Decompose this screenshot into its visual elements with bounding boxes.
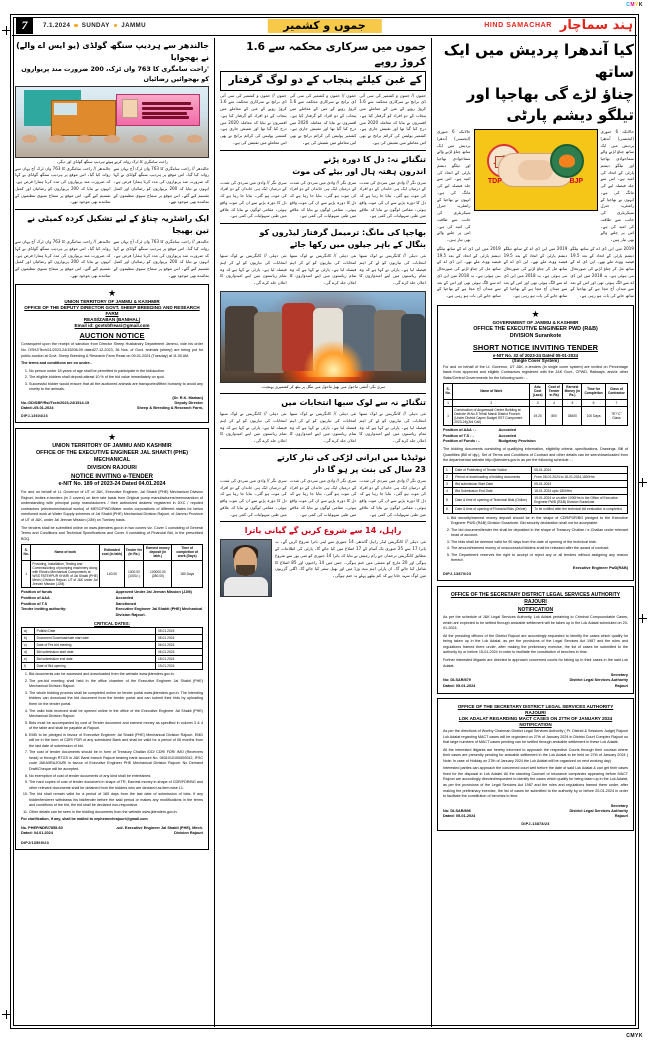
etender-work-table: [21, 544, 203, 588]
etender-note: 2. The pre-bid meeting shall held in the office chamber of the Executive Engineer Jal Shakti (PHE) Mechanical Division Rajouri.: [29, 679, 203, 690]
separator-dot-icon: [114, 24, 118, 28]
col2-body-3a: نئی دہلی // کانگریس نے لوک سبھا انتخابات کی تیاریوں کو لے کر اہم فیصلہ لیا ہے۔ پارٹی نے کہا ہے کہ وہ تمام ریاستوں میں اپنے امیدواروں کا اعلان جلد کرے گی۔: [220, 253, 287, 286]
td: 4: [545, 399, 562, 406]
td: 1: [444, 406, 453, 425]
snit-dipk: DIPJ-13870/23: [443, 572, 472, 577]
td: 05.01.2024: [155, 627, 202, 634]
th: Tender fee (in Rs.): [124, 545, 143, 560]
paper-name-urdu: ہند سماچار: [559, 18, 633, 33]
news-photo-bonfire: [220, 291, 426, 383]
legal1-title-2: RAJOURI: [524, 599, 547, 606]
td: 100 Days: [582, 406, 605, 425]
col3-body-1a: حالانکہ 6 جنوری (ایجنسی) آندھرا پردیش میں ایک ساتھ چناؤ لڑنے والے سماجوادی بھاجپا اور تیلگو دیشم پارٹی کے اتحاد کی امید ہے۔ اس سے جلد فیصلہ لیے کی مانگ کی ہے۔ انہوں نے بھاجپا کے راشٹریہ جنرل سیکریٹری کی جانب سے طاقت کی امید کی ہے۔ اس پر چلنے والے بھی تیار ہیں۔: [437, 129, 471, 242]
td: e): [22, 656, 35, 663]
col2-photo-caption: سری نگر: آتشی ماحول میں بھیڑ ماحول میں تنگل پر بیٹھ کر کشمیری پہنچت۔: [260, 383, 386, 389]
td: Providing, Installation, Testing and Commissioning of pumping machinery along with Electro-Mechanical Components at WSS FATEHPUR KHARI of Jal Shakti (PHE) Mech.) Division Rajouri, UT of J&K under Jal Jeevan Mission (JJM).: [32, 561, 98, 587]
th: Name of work: [31, 545, 100, 560]
paper-name-english: HIND SAMACHAR: [484, 22, 552, 29]
col1-headline-3: ایک راشٹریہ چناؤ کے لیے تشکیل کردہ کمیٹی نے تین بھیجا: [27, 214, 209, 236]
etender-line2: OFFICE OF THE EXECUTIVE ENGINEER JAL SHAKTI (PHE) MECHANICAL: [35, 450, 189, 464]
v: Accorded: [498, 428, 517, 433]
auction-title: AUCTION NOTICE: [79, 331, 145, 341]
col3-body-2b: 2019 میں این ڈی اے کے ساتھ تیلگو دیشم پارٹی کے اتحاد کے بعد 19.5 فیصد ووٹ ملے تھے۔ این ڈی اے کے ساتھ مل کر چناؤ لڑنے کی صورتحال بنی ہوئی ہے۔ یہ 2018 میں این ڈی اے سے الگ ہوئی تھی اور اس کے بعد سے میدان آج مچا ہے کے بھاجپا کے ساتھ جانے کی بات ہو رہی ہے۔: [503, 245, 568, 298]
td: 05-01-2024: [532, 466, 628, 473]
snit-note: 3. The bids shall be deemed valid for 90 days from the date of opening of the technical bids.: [451, 540, 628, 546]
national-emblem-icon: ★: [107, 287, 117, 298]
td: 2: [453, 399, 530, 406]
legal1-signatory-place: Rajouri: [614, 683, 628, 688]
td: f): [22, 663, 35, 670]
etender-line3: DIVISION RAJOURI: [87, 464, 137, 471]
masthead-right: [484, 18, 637, 33]
date-text: 7.1.2024: [43, 22, 71, 29]
col2-body-4b: نئی دہلی // کانگریس نے لوک سبھا انتخابات کی تیاریوں کو لے کر اہم فیصلہ لیا ہے۔ پارٹی نے کہا ہے کہ وہ تمام ریاستوں میں اپنے امیدواروں کا اعلان جلد کرے گی۔: [289, 411, 357, 444]
legal1-para-2: All the presiding officers of the District Rajouri are accordingly requested to identify the cases which qualify for being taken up in the Lok Adalat, as per the provisions of the Legal Services Act 1987 and the rules and regulations framed there under, after making the preliminary exercise, the list of cases be submitted to the authority by or before 15-01-2024 in order to facilitate the constitution of benches in time.: [443, 633, 628, 655]
col2-body-1c: جموں // جموں و کشمیر کی سی آئی ڈی برانچ نے سرکاری محکمہ سے 1.6 کروڑ روپے کے غبن کے معاملے میں پنجاب کے دو افراد کو گرفتار کیا ہے۔ افسروں نے بتایا کہ معاملہ 2020 میں درج کیا گیا تھا اور تفتیش جاری ہے۔ کشمیر پولیس کی کرائم برانچ نے بھی اس معاملے میں تفتیش کی ہے۔: [359, 92, 427, 145]
k: Tender inviting authority:: [21, 607, 67, 612]
registration-mark-right-lower: [638, 614, 647, 623]
etender-dipk: DIPJ/13569/23: [21, 840, 49, 845]
col1-body-2b: جالندھر // راحت سامگری کا 763 واں ٹرک آج یہاں سے روانہ کیا گیا۔ اس موقع پر ہردیپ سنگھ گولڈی نے کہا کہ ضرورت مند پریواروں کی مدد کرنا ہمارا فرض ہے۔ انہوں نے بتایا کہ 200 پریواروں کو رضائیاں اور کمبل تقسیم کیے گئے۔ اس موقع پر سماج سیوی تنظیموں کے نمائندے بھی موجود تھے۔: [113, 239, 209, 278]
centre-plate-urdu: جموں و کشمیر: [283, 19, 366, 32]
snit-note: 1. Bid security/earnest money deposit should be in the shape of CDR/FDR/BG pledged to the Executive Engineer PWD (R&B) Division Surankote. Bid security declaration shall not be acceptable.: [451, 516, 628, 527]
table-row: [22, 648, 203, 655]
td: 06.01.2024: [155, 648, 202, 655]
td: 19.20: [530, 406, 545, 425]
k: Position of T.S : -: [443, 433, 474, 438]
legal2-para-1: As per the directions of Worthy Chairman District Legal Services Authority ( Pr. District & Sessions Judge) Rajouri Lok Adalat regarding MACT cases will be organized on 27th of January 2024 in District Court Complex Rajouri so that large numbers of MACT cases pending can be settled through amicable settlement in these Lok Adalat.: [443, 729, 628, 745]
table-row: [444, 466, 628, 473]
v: Executive Engineer Jal Shakti (PHE) Mechanical Division Rajouri.: [115, 607, 203, 617]
bjp-lotus-logo-icon: [550, 144, 584, 178]
td: Bid submission Start Date: [453, 480, 532, 487]
th: S. No.: [22, 545, 31, 560]
etender-notice: [15, 428, 209, 850]
legal2-signatory-role: Secretary: [610, 803, 628, 808]
party-alliance-graphic: [474, 129, 598, 211]
col2-body-5c: سری نگر // وادی میں سردی کی شدت کے درمیان ایک ہی خاندان کے دو افراد کی موت ہو گئی۔ بتایا جا رہا ہے کہ دل کا دورہ پڑنے سے ان کی موت واقع ہوئی۔ مقامی لوگوں نے بتایا کہ علاقے میں طبی سہولیات کی کمی ہے۔: [359, 477, 427, 517]
auction-notice: [15, 284, 209, 423]
td: 19-01-2024 or on after 1000Hrs in the Office of Executive Engineer PWD (R&B) Division Surankote.: [532, 495, 628, 506]
snit-notes-list: [451, 516, 628, 564]
td: Document Download/sale start date: [34, 634, 155, 641]
auction-line1: UNION TERRITORY OF JAMMU & KASHMIR: [64, 298, 160, 304]
td: b): [22, 634, 35, 641]
col2-body-4c: نئی دہلی // کانگریس نے لوک سبھا انتخابات کی تیاریوں کو لے کر اہم فیصلہ لیا ہے۔ پارٹی نے کہا ہے کہ وہ تمام ریاستوں میں اپنے امیدواروں کا اعلان جلد کرے گی۔: [359, 411, 427, 444]
table-row: [22, 656, 203, 663]
etender-nit: e-NIT No. 189 of 2023-24 Dated 04.01.2024: [58, 480, 166, 487]
snit-note: 5. The Department reserves the right to accept or reject any or all tenders without assigning any reason thereof.: [451, 553, 628, 564]
td: 6: [444, 506, 453, 513]
td: Construction of Anganwadi Centre Building at Dedrote W.No.5 Tehsil Mandi District Poonch. (Under District Capex Budget SST Component 2023-24)(3rd Call): [453, 406, 530, 425]
th: Class of Contractor: [605, 384, 627, 399]
table-row: [22, 627, 203, 634]
td: 7: [605, 399, 627, 406]
legal2-dipk: DIPJ-13878/23: [521, 821, 550, 826]
snit-para-2: The bidding documents consisting of qualifying information, eligibility criteria, specifications, Drawings, Bill of Quantities (Bill of qty.), Set of Terms and Conditions of Contract and other details can be seen/downloaded from the departmental website http://jktenders.gov.in as per the following schedule : -: [443, 447, 628, 463]
td: Bid submission end date: [34, 656, 155, 663]
tdp-label: TDP: [487, 178, 502, 185]
auction-para-1: Consequent upon the receipt of sanction from Director Sheep Husbandry Department Jammu, vide his order No. DSHJ/Tech/11/2023-24/15208-09 dated27-12-2023, 36 Nos. of Govt. animals (sheep) are being put for public auction at Govt. Sheep Breeding & Research Farm Reasi on 09-01-2024 (Tuesday) at 11.00 AM.: [21, 342, 203, 358]
td: 3: [444, 480, 453, 487]
th: Name of Work: [453, 384, 530, 399]
edition-text: JAMMU: [121, 22, 146, 29]
snit-line1: GOVERNMENT OF JAMMU & KASHMIR: [492, 319, 579, 325]
td: 1000.00 (1000/-): [124, 560, 143, 588]
legal1-para-3: Further interested litigants are directed to approach concerned courts for taking up in their cases in the said Lok Adalat.: [443, 658, 628, 668]
col2-headline-1: جموں میں سرکاری محکمہ سے 1.6 کروڑ روپے: [246, 41, 426, 69]
col2-body-2a: سری نگر // وادی میں سردی کی شدت کے درمیان ایک ہی خاندان کے دو افراد کی موت ہو گئی۔ بتایا جا رہا ہے کہ دل کا دورہ پڑنے سے ان کی موت واقع ہوئی۔ مقامی لوگوں نے بتایا کہ علاقے میں طبی سہولیات کی کمی ہے۔: [220, 179, 287, 219]
td: To be notified after the technical bid evaluation is completed.: [532, 506, 628, 513]
th: Cost of Tender in Rs): [545, 384, 562, 399]
table-row: [444, 473, 628, 480]
td: 800: [545, 406, 562, 425]
column-divider: [214, 38, 215, 1027]
column-right: [434, 38, 637, 1027]
etender-critical-dates-table: [21, 627, 203, 671]
v: Accorded: [115, 595, 134, 600]
v: Budgetary Provision: [498, 439, 536, 444]
col2-body-3c: نئی دہلی // کانگریس نے لوک سبھا انتخابات کی تیاریوں کو لے کر اہم فیصلہ لیا ہے۔ پارٹی نے کہا ہے کہ وہ تمام ریاستوں میں اپنے امیدواروں کا اعلان جلد کرے گی۔: [359, 253, 427, 286]
col2-body-6: نئی دہلی // کانگریس لیڈر راہل گاندھی 14 جنوری سے اپنی یاترا شروع کریں گے۔ یہ یاترا 17 سے 25 جنوری تک آسام کے 17 اضلاع میں کیا جائے گا۔ پارٹی کی اطلاعات کے مطابق کانگریس ترجمان جے رام رمیش نے بتایا کہ یاترا 14 جنوری کو منی پور سے شروع ہوگی اور 20 مارچ کو ممبئی میں ختم ہوگی۔ جس میں 14 راجیوں اور 85 اضلاع کا شامل کیا جائے گا۔ ان پارٹی اہم نیٹ ورڈ میں اور بھیل سفر کیا جائے گا۔ اگلی گزریوں میں لوگ سہہ جاتا ہے کہ کم بیٹھے پہلے یہ ختم ہوگی۔: [275, 539, 426, 579]
news-photo-relief-truck: [15, 86, 209, 158]
legal1-title-3: NOTIFICATION: [517, 607, 554, 614]
auction-line3: REASI/ZABAN (BANIHAL): [83, 317, 141, 323]
snit-signature: Executive Engineer PwD(R&B): [572, 565, 628, 570]
etender-line1: UNION TERRITORY OF JAMMU AND KASHMIR: [52, 442, 172, 449]
td: "B"/"C" Class: [605, 406, 627, 425]
snit-line2: OFFICE THE EXECUTIVE ENGINEER PWD (R&B): [473, 325, 598, 332]
auction-terms-list: [29, 369, 203, 393]
td: Date & time of opening of Financial Bids (Online): [453, 506, 532, 513]
page-number: 7: [16, 17, 33, 34]
etender-note: 7. The cost of tender documents should be in form of Treasury Challan /DD/ CDR/ FDR/ IMO (Receivers head) or through RTGS in J&K Bank branch Rajouri bearing bank account No. 0831010100000042, IFSC code JAKA0RAJOURI in favour of Executive Engineer PHE Mechanical Division Rajouri. No Demand Draft/Cheque will be accepted.: [29, 750, 203, 772]
th: S. No.: [444, 384, 453, 399]
etender-para-2: The tenders shall be submitted online on www.jktenders.gov.in in two covers viz. Cover 1 consisting of General Terms and Conditions and Technical Specifications and Cover II consisting of Financial Bid, in the prescribed BOQ.: [21, 525, 203, 541]
col3-body-1b: حالانکہ 6 جنوری (ایجنسی) آندھرا پردیش میں ایک ساتھ چناؤ لڑنے والے سماجوادی بھاجپا اور تیلگو دیشم پارٹی کے اتحاد کی امید ہے۔ اس سے جلد فیصلہ لیے کی مانگ کی ہے۔ انہوں نے بھاجپا کے راشٹریہ جنرل سیکریٹری کی جانب سے طاقت کی امید کی ہے۔ اس پر چلنے والے بھی تیار ہیں۔: [600, 129, 634, 242]
national-emblem-icon: ★: [531, 308, 540, 319]
day-text: SUNDAY: [81, 22, 110, 29]
col3-main-headline-1: کیا آندھرا پردیش میں ایک ساتھ: [443, 41, 634, 81]
table-row: [444, 488, 628, 495]
td: 4: [444, 488, 453, 495]
snit-subtitle: (Single Cover System): [512, 357, 559, 363]
col2-headline-2: کے غبن کیلئے پنجاب کے دو لوگ گرفتار: [220, 71, 426, 90]
col2-body-3b: نئی دہلی // کانگریس نے لوک سبھا انتخابات کی تیاریوں کو لے کر اہم فیصلہ لیا ہے۔ پارٹی نے کہا ہے کہ وہ تمام ریاستوں میں اپنے امیدواروں کا اعلان جلد کرے گی۔: [289, 253, 357, 286]
td: 3: [530, 399, 545, 406]
td: 140.00: [100, 560, 125, 588]
news-photo-politician: [220, 539, 272, 597]
table-header-row: [22, 545, 203, 560]
column-centre: [217, 38, 429, 1027]
td: Bid Submission End Date: [453, 488, 532, 495]
legal1-ref-no: No: DLSAR/879: [443, 678, 471, 683]
etender-note: 11. Other details can be seen in the bidding documents from the website www.jktenders.gov.in.: [29, 810, 203, 816]
col1-photo-caption: راحت سامگری کا ٹرک روانہ کرتے ہوئے ہردیپ سنگھ گولڈی اور دیگر۔: [56, 159, 168, 165]
col2-body-2c: سری نگر // وادی میں سردی کی شدت کے درمیان ایک ہی خاندان کے دو افراد کی موت ہو گئی۔ بتایا جا رہا ہے کہ دل کا دورہ پڑنے سے ان کی موت واقع ہوئی۔ مقامی لوگوں نے بتایا کہ علاقے میں طبی سہولیات کی کمی ہے۔: [359, 179, 427, 219]
legal-notification-2: [437, 698, 634, 831]
col1-body-2: جالندھر // راحت سامگری کا 763 واں ٹرک آج یہاں سے روانہ کیا گیا۔ اس موقع پر ہردیپ سنگھ گولڈی نے کہا کہ ضرورت مند پریواروں کی مدد کرنا ہمارا فرض ہے۔ انہوں نے بتایا کہ 200 پریواروں کو رضائیاں اور کمبل تقسیم کیے گئے۔ اس موقع پر سماج سیوی تنظیموں کے نمائندے بھی موجود تھے۔: [15, 239, 111, 278]
table-number-row: [444, 399, 628, 406]
v: Accorded: [498, 433, 517, 438]
td: 5: [444, 495, 453, 506]
col1-headline-1: جالندھر سے ہردیپ سنگھ گولڈی (یو ایس اے والے) نے بھجوایا: [16, 41, 209, 62]
cmyk-marks-bottom: CMYK: [626, 1033, 643, 1039]
legal2-signatory-authority: District Legal Services Authority: [569, 808, 628, 813]
short-tender-notice: [437, 305, 634, 581]
national-emblem-icon: ★: [107, 431, 117, 442]
snit-para-1: For and on behalf of the Lt. Governor, UT J&K, e-tenders (in single cover system) are invited on Percentage basis from approved and eligible Contractors registered with the J&K Govt., CPWD, Railways, and/or other State/Central Governments for the following work : -: [443, 364, 628, 380]
legal2-para-3: Interested parties can approach the concerned court well before the date of said Lok Adalat & can get their cases fixed for the disposal in Lok Adalat. All the standing Counsel of insurance companies appearing before MACT Rajouri are accordingly directed/requested to identify the cases which qualify for being taken up in the Lok Adalat, as per the provisions of the Legal Services Act 1987 and the rules and regulations framed there under, after making the preliminary exercise, the list of cases be submitted to the authority by or before 20-01-2024 in order to facilitate the constitution of benches in time.: [443, 766, 628, 799]
td: 38400: [563, 406, 582, 425]
legal2-ref-no: No: DLSAR/896: [443, 808, 471, 813]
etender-note: 8. No exemption of cost of tender documents of any kind shall be entertained.: [29, 774, 203, 780]
etender-note: 9. The hard copies of cost of tender document in shape of TR, Earnest money in shape of CDR/FDR/BG and other relevant documents shall be obtained from the bidders who are declared as item wise L1.: [29, 780, 203, 791]
etender-note: 4. The valid bids received shall be opened online in the office of the Executive Engineer Jal Shakti (PHE) Mechanical Division Rajouri.: [29, 709, 203, 720]
auction-ref-no: No.:DD/SBF/Rsi/Tech/2023-24/1514-15: [21, 401, 90, 406]
etender-ref-no: No. PHEP/NDR/7855-60: [21, 825, 63, 830]
col2-headline-3: تنگنائے نہ: دل کا دورہ پڑنے: [323, 154, 426, 164]
snit-note: 2. The bid document/tender fee shall be deposited in the shape of Treasury Challan / e-Challan under relevant head of account.: [451, 528, 628, 539]
td: 100000.00 (280.00): [144, 560, 172, 588]
k: Position of AAA : -: [443, 428, 477, 433]
col2-headline-5: بھاجپا کی مانگ: ترمیمل گرفتار لیڈروں کو: [259, 228, 426, 238]
col3-body-2c: 2019 میں این ڈی اے کے ساتھ تیلگو دیشم پارٹی کے اتحاد کے بعد 19.5 فیصد ووٹ ملے تھے۔ این ڈی اے کے ساتھ مل کر چناؤ لڑنے کی صورتحال بنی ہوئی ہے۔ یہ 2018 میں این ڈی اے سے الگ ہوئی تھی اور اس کے بعد سے میدان آج مچا ہے کے بھاجپا کے ساتھ جانے کی بات ہو رہی ہے۔: [570, 245, 635, 298]
k: Position of funds: [21, 590, 53, 595]
etender-authority-row: [21, 607, 203, 618]
snit-line3: DIVISION Surankote: [509, 333, 562, 340]
th: Earnest Money (in Rs.): [564, 385, 581, 398]
auction-signatory-office: Sheep & Breeding & Research Farm,: [136, 406, 203, 411]
snit-nit: e-NIT No. 32 of 2023-24 Dated 05-01-2024: [492, 352, 579, 358]
td: 05-01-2024: [532, 480, 628, 487]
td: 180 Days: [172, 560, 203, 588]
col2-body-2b: سری نگر // وادی میں سردی کی شدت کے درمیان ایک ہی خاندان کے دو افراد کی موت ہو گئی۔ بتایا جا رہا ہے کہ دل کا دورہ پڑنے سے ان کی موت واقع ہوئی۔ مقامی لوگوں نے بتایا کہ علاقے میں طبی سہولیات کی کمی ہے۔: [289, 179, 357, 219]
legal2-signatory-place: Rajouri: [614, 814, 628, 819]
td: a): [22, 627, 35, 634]
auction-term: 2. The eligible bidders shall deposit atleast 10 % of the bid value immediately on spot.: [29, 375, 203, 381]
td: c): [22, 641, 35, 648]
auction-email[interactable]: Email id: govtsbfreasi@gmail.com: [74, 323, 150, 329]
legal2-title-1: RAJOURI: [525, 710, 546, 716]
col3-body-2a: 2019 میں این ڈی اے کے ساتھ تیلگو دیشم پارٹی کے اتحاد کے بعد 19.5 فیصد ووٹ ملے تھے۔ این ڈی اے کے ساتھ مل کر چناؤ لڑنے کی صورتحال بنی ہوئی ہے۔ یہ 2018 میں این ڈی اے سے الگ ہوئی تھی اور اس کے بعد سے میدان آج مچا ہے کے بھاجپا کے ساتھ جانے کی بات ہو رہی ہے۔: [437, 245, 501, 298]
th: Estimated cost (in lakh): [100, 545, 125, 560]
col2-body-1b: جموں // جموں و کشمیر کی سی آئی ڈی برانچ نے سرکاری محکمہ سے 1.6 کروڑ روپے کے غبن کے معاملے میں پنجاب کے دو افراد کو گرفتار کیا ہے۔ افسروں نے بتایا کہ معاملہ 2020 میں درج کیا گیا تھا اور تفتیش جاری ہے۔ کشمیر پولیس کی کرائم برانچ نے بھی اس معاملے میں تفتیش کی ہے۔: [289, 92, 357, 145]
auction-line2: OFFICE OF THE DEPUTY DIRECTOR GOVT. SHEEP BREEDING AND RESEARCH FARM: [24, 304, 200, 316]
table-row: [22, 641, 203, 648]
td: 1: [444, 399, 453, 406]
td: 18.01.2024: [155, 656, 202, 663]
col1-headline-2: 'راحت سامگری کا 763 واں ٹرک، 200 ضرورت مند پریواروں کو بھجوائیں رضائیاں: [21, 65, 209, 83]
td: 6: [582, 399, 605, 406]
bjp-label: BJP: [569, 178, 584, 185]
auction-term: 1. No person under 18 years of age shall be permitted to participate in the bid/auction.: [29, 369, 203, 375]
etender-signature: -sd/- Executive Engineer Jal Shakti (PHE), Mech. Division Rajouri: [115, 825, 203, 836]
col2-body-5b: سری نگر // وادی میں سردی کی شدت کے درمیان ایک ہی خاندان کے دو افراد کی موت ہو گئی۔ بتایا جا رہا ہے کہ دل کا دورہ پڑنے سے ان کی موت واقع ہوئی۔ مقامی لوگوں نے بتایا کہ علاقے میں طبی سہولیات کی کمی ہے۔: [289, 477, 357, 517]
td: Date of Publishing of Tender Notice: [453, 466, 532, 473]
legal2-para-2: All the interested litigants are hereby informed to approach the respective Courts through their counsel where their cases are presently pending for amicable settlement in the Lok Adalat to be held on 27th of January 2024 ( Note: In case of Holiday on 27th of January 2024 the Lok Adalat will be organized on next working day): [443, 747, 628, 763]
table-row: [444, 506, 628, 513]
col1-body-1: جالندھر // راحت سامگری کا 763 واں ٹرک آج یہاں سے روانہ کیا گیا۔ اس موقع پر ہردیپ سنگھ گولڈی نے کہا کہ ضرورت مند پریواروں کی مدد کرنا ہمارا فرض ہے۔ انہوں نے بتایا کہ 200 پریواروں کو رضائیاں اور کمبل تقسیم کیے گئے۔ اس موقع پر سماج سیوی تنظیموں کے نمائندے بھی موجود تھے۔: [15, 165, 111, 205]
col1-body-1b: جالندھر // راحت سامگری کا 763 واں ٹرک آج یہاں سے روانہ کیا گیا۔ اس موقع پر ہردیپ سنگھ گولڈی نے کہا کہ ضرورت مند پریواروں کی مدد کرنا ہمارا فرض ہے۔ انہوں نے بتایا کہ 200 پریواروں کو رضائیاں اور کمبل تقسیم کیے گئے۔ اس موقع پر سماج سیوی تنظیموں کے نمائندے بھی موجود تھے۔: [113, 165, 209, 205]
auction-dipk: DIPJ-13604/23: [21, 413, 48, 418]
etender-critical-title: CRITICAL DATES:: [94, 620, 130, 626]
td: 5: [563, 399, 582, 406]
centre-plate: [267, 19, 381, 33]
table-header-row: [444, 384, 628, 399]
k: Position of T.S: [21, 601, 48, 606]
column-divider: [431, 38, 432, 1027]
legal1-title-1: OFFICE OF THE SECRETARY DISTRICT LEGAL SERVICES AUTHORITY: [450, 592, 621, 599]
etender-note: 6. EMD to be pledged in favour of Executive Engineer Jal Shakti (PHE) Mechanical Division Rajouri. EMD will be in the form of CDR/ FDR of any scheduled Bank and shall be valid for a period of 06 months from the last date of submission of bid.: [29, 733, 203, 750]
th: Earnest money deposit (in lakh.): [144, 545, 172, 560]
snit-note: 4. The amount/earnest money of unsuccessful bidders shall be released after the award of contract.: [451, 546, 628, 552]
column-left: [12, 38, 212, 1027]
td: Period of downloading of bidding documents: [453, 473, 532, 480]
legal2-date: Dated: 05-01-2024: [443, 814, 476, 819]
col2-headline-8: نوٹیڈیا میں ایرانی لڑکی کی تیار کارتے: [277, 452, 426, 462]
auction-signatory-title: Deputy Director: [174, 401, 203, 406]
etender-para-1: For and on behalf of Lt. Governor of UT of J&K, Executive Engineer, Jal Shakti (PHE) Mechanical Division Rajouri, invites e-tenders (in 2 covers) on item rate basis from Original pump manufacturers/memorandum of understanding with principal pump manufacturers / their authorized dealers/ registered in DXC / reputed contractors (electromechanical works) of MESC/PWD/Water works corporations of different states for below mentioned work at Water Supply schemes of Jal Shakti (PHE) Mechanical Division Rajouri, of Jammu Province of UT of J&K, under Jal Jeevan Mission (JJM) on Turnkey basis.: [21, 490, 203, 522]
snit-title: SHORT NOTICE INVITING TENDER: [472, 342, 599, 352]
td: d): [22, 648, 35, 655]
k: Position of AAA: [21, 595, 50, 600]
td: 05.01.2024: [155, 634, 202, 641]
col2-headline-10: راہل، 14 سے شروع کریں گے گیانی یاترا: [244, 526, 402, 536]
etender-date: Dated: 04.01.2024: [21, 831, 53, 836]
auction-terms-title: The terms and conditions are on under:-: [21, 361, 92, 366]
legal-notification-1: [437, 586, 634, 694]
legal1-para-1: As per the schedule of J&K Legal Services Authority, Lok Adalat pertaining to Criminal Compoundable Cases, which are expected to be settled through amicable settlement will be taken up in the Lok Adalat scheduled on 20-01-2024.: [443, 615, 628, 631]
col2-body-4a: نئی دہلی // کانگریس نے لوک سبھا انتخابات کی تیاریوں کو لے کر اہم فیصلہ لیا ہے۔ پارٹی نے کہا ہے کہ وہ تمام ریاستوں میں اپنے امیدواروں کا اعلان جلد کرے گی۔: [220, 411, 287, 444]
td: 06.01.2024: [155, 641, 202, 648]
v: Sanctioned: [115, 601, 137, 606]
snit-work-table: [443, 383, 628, 426]
masthead: [12, 16, 637, 36]
etender-note: 10. The bid shall remain valid for a period of 180 days from the last date of submission of bids. If any bidder/tenderer withdraws his bid/tender before the said period or makes any modifications in the terms and conditions of the bid, the bid shall be declared non-responsive.: [29, 792, 203, 809]
td: 18-01-2024 upto 1800Hrs: [532, 488, 628, 495]
legal2-title-0: OFFICE OF THE SECRETARY DISTRICT LEGAL SERVICES AUTHORITY: [457, 704, 614, 710]
legal2-title-2: LOK ADALAT REGARDING MACT CASES ON 27TH OF JANUARY 2024: [458, 716, 613, 722]
th: Time for Completion: [582, 384, 605, 399]
table-row: [444, 480, 628, 487]
col2-body-1a: جموں // جموں و کشمیر کی سی آئی ڈی برانچ نے سرکاری محکمہ سے 1.6 کروڑ روپے کے غبن کے معاملے میں پنجاب کے دو افراد کو گرفتار کیا ہے۔ افسروں نے بتایا کہ معاملہ 2020 میں درج کیا گیا تھا اور تفتیش جاری ہے۔ کشمیر پولیس کی کرائم برانچ نے بھی اس معاملے میں تفتیش کی ہے۔: [220, 92, 287, 145]
etender-note: 5. Bids must be accompanied by cost of Tender document and earnest money as specified in column 3 & 4 of the table and shall be payable at Rajouri.: [29, 721, 203, 732]
snit-dates-table: [443, 466, 628, 514]
auction-term: 3. Successful bidder would ensure that all the auctioned animals are transported/lifted humanly to avoid any cruelty to the animals.: [29, 382, 203, 393]
th: Time of completion of work (Days): [172, 545, 203, 560]
table-row: [444, 406, 628, 425]
k: Position of Funds : -: [443, 439, 480, 444]
etender-contact[interactable]: For clarification, if any, shall be mailed to eephemechrajouri@gmail.com: [21, 817, 148, 822]
legal1-signatory-authority: District Legal Services Authority: [569, 678, 628, 683]
td: Publish Date: [34, 627, 155, 634]
cmyk-marks-top: CMYK: [626, 2, 643, 8]
td: Date of Bid opening: [34, 663, 155, 670]
td: Date of Pre-bid meeting: [34, 641, 155, 648]
table-row: [22, 560, 203, 588]
legal2-title-3: NOTIFICATION: [519, 722, 552, 728]
auction-signatory-name: (Dr. R.K. Markan): [172, 395, 203, 400]
col2-body-5a: سری نگر // وادی میں سردی کی شدت کے درمیان ایک ہی خاندان کے دو افراد کی موت ہو گئی۔ بتایا جا رہا ہے کہ دل کا دورہ پڑنے سے ان کی موت واقع ہوئی۔ مقامی لوگوں نے بتایا کہ علاقے میں طبی سہولیات کی کمی ہے۔: [220, 477, 287, 517]
td: Date & time of opening of Technical Bids (Online): [453, 495, 532, 506]
col2-headline-9: 23 سال کی بنت پر ہو گا دار: [313, 464, 426, 474]
v: Approved Under Jal Jeevan Mission (JJM): [115, 590, 192, 595]
legal1-signatory-role: Secretary: [610, 673, 628, 678]
column-grid: [12, 38, 637, 1027]
dateline: [43, 22, 146, 29]
etender-note: 3. The whole bidding process shall be completed online on tender portal www.jktenders.gov.in. The intending bidders can download the bid document from the tender portal and can submit their bids by uploading them on the tender portal.: [29, 691, 203, 708]
td: Bid submission start date: [34, 648, 155, 655]
td: 19.01.2024: [155, 663, 202, 670]
separator-dot-icon: [74, 24, 78, 28]
col2-headline-4: اندرون ہفتہ ہال اور بیٹے کی موت: [292, 166, 426, 176]
col2-headline-7: تنگنائے نہ سے لوک سبھا انتخابات میں: [281, 398, 426, 408]
td: From 05-01-2024 to 18-01-2024,1800Hrs: [532, 473, 628, 480]
col3-main-headline-2: چناؤ لڑے گی بھاجپا اور تیلگو دیشم پارٹی: [466, 84, 634, 125]
snit-kv-row: [443, 439, 628, 445]
table-row: [22, 663, 203, 670]
td: 1: [22, 560, 31, 588]
col2-headline-6: بنگال کے باہر جیلوں میں رکھا جائے: [289, 240, 426, 250]
td: 1: [444, 466, 453, 473]
etender-notes-list: [29, 672, 203, 815]
table-row: [444, 495, 628, 506]
registration-mark-right-upper: [638, 478, 647, 487]
etender-note: 1. Bid documents can be accessed and downloaded from the website www.jktenders.gov.in.: [29, 672, 203, 678]
auction-date: Dated:-05-01-2024: [21, 406, 54, 411]
th: Adv. Cost (Lacs): [530, 384, 545, 399]
table-row: [22, 634, 203, 641]
legal1-date: Dated: 05-01-2024: [443, 683, 476, 688]
td: 2: [444, 473, 453, 480]
etender-title: NOTICE INVITING e-TENDER: [70, 473, 153, 480]
